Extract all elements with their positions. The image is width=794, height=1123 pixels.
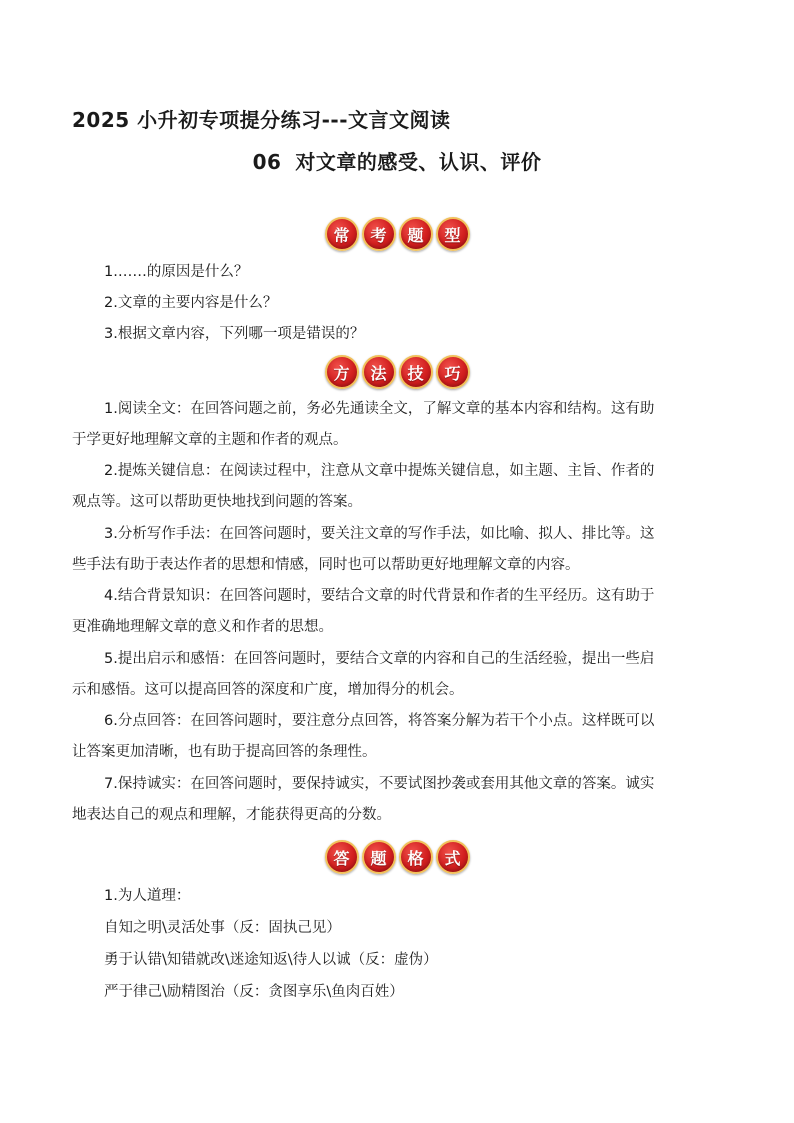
heading-badge: 考 bbox=[362, 217, 396, 251]
method-paragraph bbox=[72, 581, 712, 643]
question-type-item: 2.文章的主要内容是什么？ bbox=[104, 295, 278, 311]
method-paragraph bbox=[72, 644, 712, 706]
section-heading-types bbox=[0, 217, 794, 255]
method-line: 1.阅读全文：在回答问题之前，务必先通读全文，了解文章的基本内容和结构。这有助 bbox=[104, 401, 655, 417]
method-line: 5.提出启示和感悟：在回答问题时，要结合文章的内容和自己的生活经验，提出一些启 bbox=[104, 651, 655, 667]
method-line: 4.结合背景知识：在回答问题时，要结合文章的时代背景和作者的生平经历。这有助于 bbox=[104, 588, 655, 604]
method-line: 于学更好地理解文章的主题和作者的观点。 bbox=[72, 432, 348, 448]
format-item: 自知之明\灵活处事（反：固执己见） bbox=[104, 920, 341, 936]
method-line: 让答案更加清晰，也有助于提高回答的条理性。 bbox=[72, 744, 377, 760]
section-heading-format bbox=[0, 840, 794, 878]
method-paragraph bbox=[72, 394, 712, 456]
question-type-item: 1.……的原因是什么？ bbox=[104, 264, 249, 280]
heading-badge: 常 bbox=[325, 217, 359, 251]
document-subtitle bbox=[0, 146, 794, 175]
method-paragraph bbox=[72, 769, 712, 831]
heading-badge: 格 bbox=[399, 840, 433, 874]
subtitle-number: 06 bbox=[252, 150, 282, 174]
heading-badge: 巧 bbox=[436, 355, 470, 389]
document-title: 2025 小升初专项提分练习---文言文阅读 bbox=[72, 108, 451, 132]
heading-badge: 式 bbox=[436, 840, 470, 874]
heading-badge: 方 bbox=[325, 355, 359, 389]
method-line: 3.分析写作手法：在回答问题时，要关注文章的写作手法，如比喻、拟人、排比等。这 bbox=[104, 526, 655, 542]
heading-badge: 答 bbox=[325, 840, 359, 874]
method-line: 7.保持诚实：在回答问题时，要保持诚实，不要试图抄袭或套用其他文章的答案。诚实 bbox=[104, 776, 655, 792]
heading-badge: 法 bbox=[362, 355, 396, 389]
method-line: 2.提炼关键信息：在阅读过程中，注意从文章中提炼关键信息，如主题、主旨、作者的 bbox=[104, 463, 655, 479]
heading-badge: 题 bbox=[362, 840, 396, 874]
method-paragraph bbox=[72, 456, 712, 518]
heading-badge: 型 bbox=[436, 217, 470, 251]
format-item: 1.为人道理： bbox=[104, 888, 191, 904]
method-line: 观点等。这可以帮助更快地找到问题的答案。 bbox=[72, 494, 362, 510]
method-line: 地表达自己的观点和理解，才能获得更高的分数。 bbox=[72, 807, 391, 823]
method-line: 示和感悟。这可以提高回答的深度和广度，增加得分的机会。 bbox=[72, 682, 464, 698]
heading-badge: 题 bbox=[399, 217, 433, 251]
heading-badge: 技 bbox=[399, 355, 433, 389]
method-paragraph bbox=[72, 706, 712, 768]
method-paragraph bbox=[72, 519, 712, 581]
subtitle-text: 对文章的感受、认识、评价 bbox=[295, 150, 542, 174]
format-item: 严于律己\励精图治（反：贪图享乐\鱼肉百姓） bbox=[104, 984, 404, 1000]
question-type-item: 3.根据文章内容，下列哪一项是错误的？ bbox=[104, 326, 365, 342]
format-item: 勇于认错\知错就改\迷途知返\待人以诚（反：虚伪） bbox=[104, 952, 438, 968]
method-line: 6.分点回答：在回答问题时，要注意分点回答，将答案分解为若干个小点。这样既可以 bbox=[104, 713, 655, 729]
section-heading-methods bbox=[0, 355, 794, 393]
method-line: 更准确地理解文章的意义和作者的思想。 bbox=[72, 619, 333, 635]
method-line: 些手法有助于表达作者的思想和情感，同时也可以帮助更好地理解文章的内容。 bbox=[72, 557, 580, 573]
